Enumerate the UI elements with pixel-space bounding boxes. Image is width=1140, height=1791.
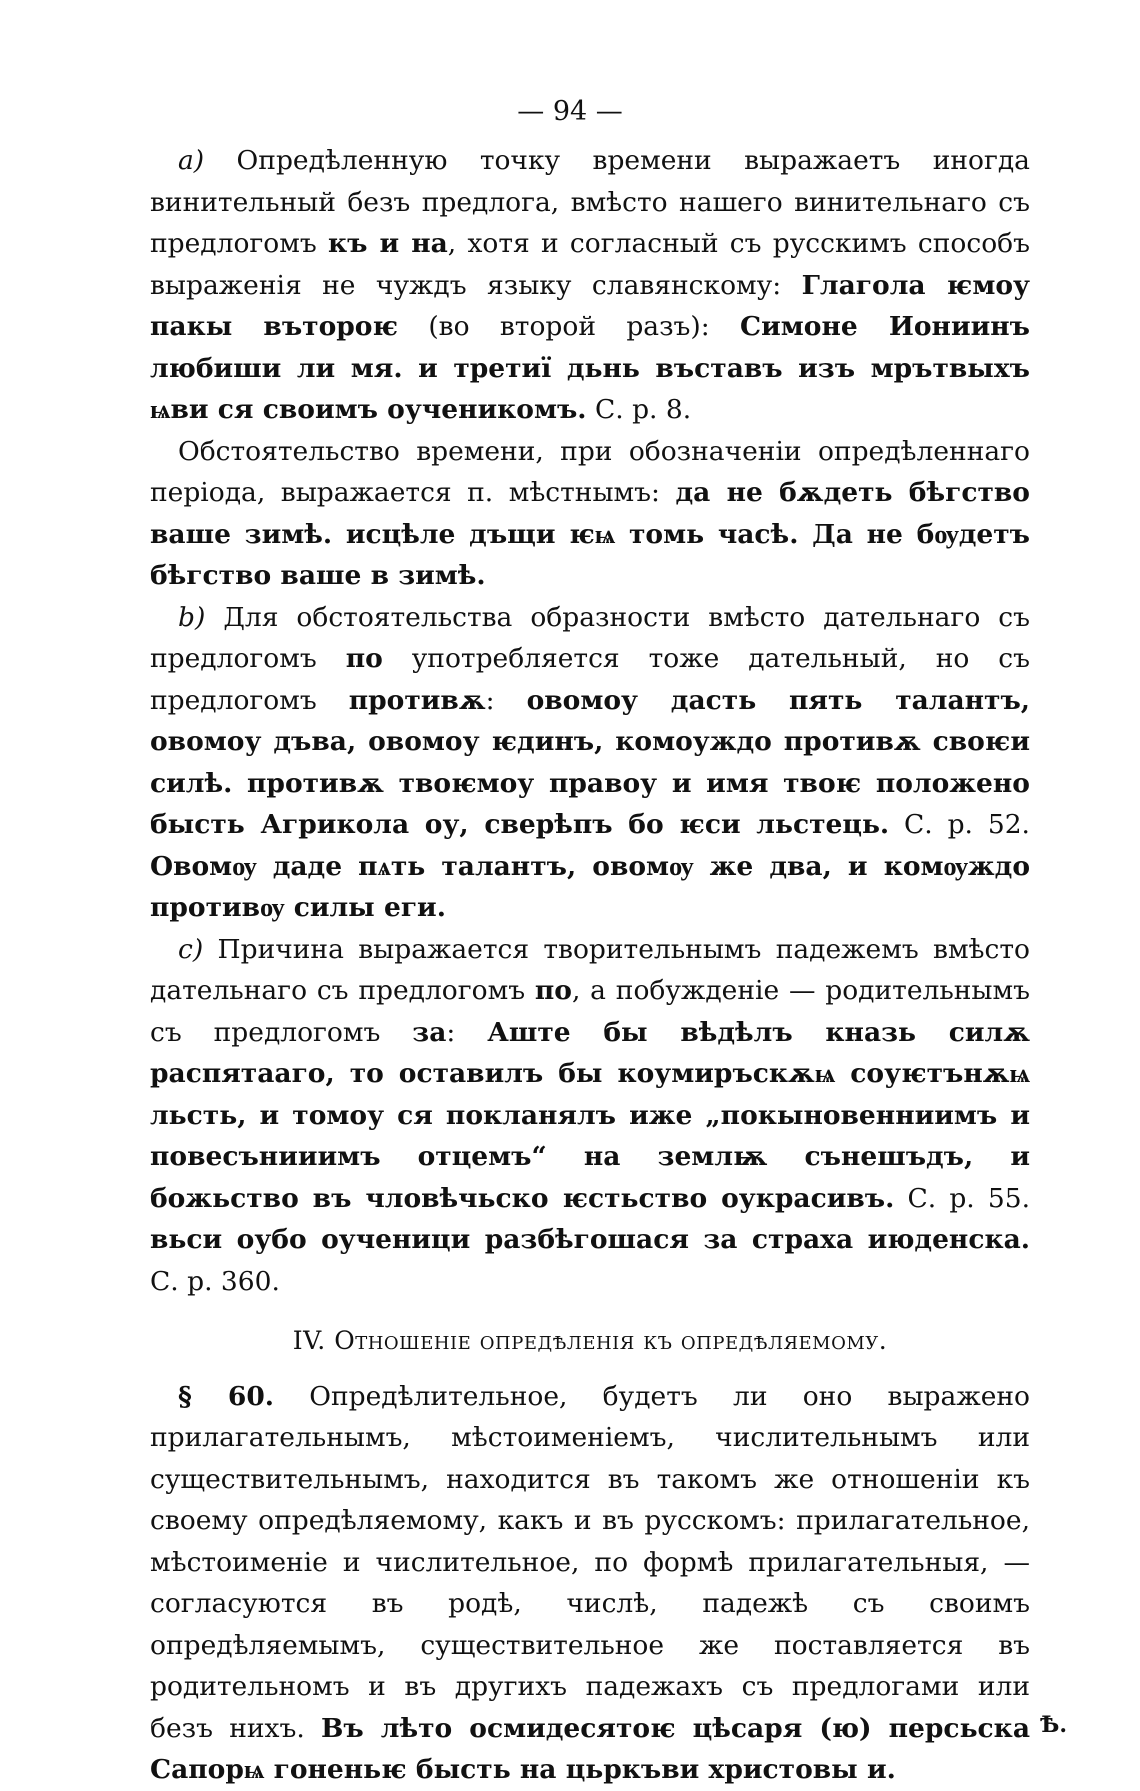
text-run: Опредѣленную точку времени выражаетъ иногда винительный безъ предлога, вмѣсто нашего винительнаго съ предлогомъ (150, 145, 1030, 259)
church-slavonic-quote: да не бѫдеть бѣгство ваше зимѣ. исцѣле дъщи ѥѩ томь часѣ. Да не бѹдетъ бѣгство ваше в зимѣ. (150, 477, 1030, 591)
paragraph-a (150, 140, 1030, 431)
text-run: : (446, 1016, 488, 1048)
reference: С. р. 55. (894, 1182, 1030, 1214)
church-slavonic-text: противѫ (348, 684, 486, 716)
church-slavonic-text: по (345, 643, 383, 674)
church-slavonic-quote: Глагола ѥмоу пакы въторoѥ (150, 269, 1030, 342)
church-slavonic-quote: Аште бы вѣдѣлъ кназь силѫ распятааго, то оставилъ бы коумиръскѫѩ соуѥтънѫѩ льсть, и томоу ся покланялъ иже „покыновенниимъ и повесънииимъ отцемъ“ на землѭ сънешъдъ, и божьство въ чловѣчьско ѥстьство оукрасивъ. (150, 1016, 1030, 1214)
item-label-a: a) (178, 145, 205, 176)
church-slavonic-quote: вьси оубо оученици разбѣгошася за страха июденска. (150, 1224, 1030, 1255)
text-run: : (485, 684, 527, 716)
church-slavonic-quote: Симоне Иониинъ любиши ли мя. и третиї дьнь въставъ изъ мрътвыхъ ѩви ся своимъ оученикомъ. (150, 311, 1030, 425)
text-run: Причина выражается творительнымъ падежемъ вмѣсто дательнаго съ предлогомъ (150, 933, 1030, 1006)
text-run: , а побужденіе — родительнымъ съ предлогомъ (150, 975, 1030, 1048)
bottom-mark: Ѣ. (1040, 1712, 1068, 1738)
section-number: § 60. (178, 1380, 275, 1412)
church-slavonic-quote: овомоу дасть пять талантъ, овомоу дъва, овомоу ѥдинъ, комоуждо противѫ своѥи силѣ. противѫ твоѥмоу правоу и имя твоѥ положено бысть Агрикола оу, сверѣпъ бо ѥси льстець. (150, 684, 1031, 840)
page-body (150, 140, 1030, 1791)
paragraph-b (150, 597, 1030, 929)
text-run: Для обстоятельства образности вмѣсто дательнаго съ предлогомъ (150, 601, 1030, 674)
church-slavonic-text: за (412, 1016, 447, 1048)
heading-numeral: IV. (292, 1326, 326, 1355)
text-run: Опредѣлительное, будетъ ли оно выражено прилагательнымъ, мѣстоименіемъ, числительнымъ или существительнымъ, находится въ такомъ же отношеніи къ своему опредѣляемому, какъ и въ русскомъ: прилагательное, мѣстоименіе и числительное, по формѣ прилагательныя, — согласуются въ родѣ, числѣ, падежѣ съ своимъ опредѣляемымъ, существительное же поставляется въ родительномъ и въ другихъ падежахъ съ предлогами или безъ нихъ. (150, 1380, 1031, 1744)
text-run: (во второй разъ): (397, 311, 740, 342)
text-run: Обстоятельство времени, при обозначеніи опредѣленнаго періода, выражается п. мѣстнымъ: (150, 435, 1030, 508)
section-heading (150, 1320, 1030, 1362)
church-slavonic-text: по (534, 975, 572, 1006)
reference: С. р. 52. (889, 809, 1030, 840)
paragraph-c (150, 929, 1030, 1303)
paragraph-time (150, 431, 1030, 597)
heading-title: Отношеніе опредѣленія къ опредѣляемому. (334, 1326, 888, 1355)
reference: С. р. 360. (150, 1265, 280, 1297)
church-slavonic-quote: Овомѹ даде пѧть талантъ, овомѹ же два, и комѹждо противѹ силы еги. (150, 850, 1030, 923)
text-run: , хотя и согласный съ русскимъ способъ выраженія не чуждъ языку славянскому: (150, 228, 1030, 301)
item-label-c: c) (178, 933, 204, 965)
text-run: употребляется тоже дательный, но съ предлогомъ (150, 643, 1030, 716)
church-slavonic-quote: Въ лѣто осмидесятоѥ цѣсаря (ю) персьска Сапорѩ гоненьѥ бысть на цьркъви христовы и. (150, 1712, 1030, 1785)
paragraph-60 (150, 1376, 1030, 1791)
item-label-b: b) (178, 601, 206, 633)
church-slavonic-text: къ и на (327, 228, 448, 259)
page-number: — 94 — (517, 96, 623, 127)
reference: С. р. 8. (586, 394, 692, 425)
